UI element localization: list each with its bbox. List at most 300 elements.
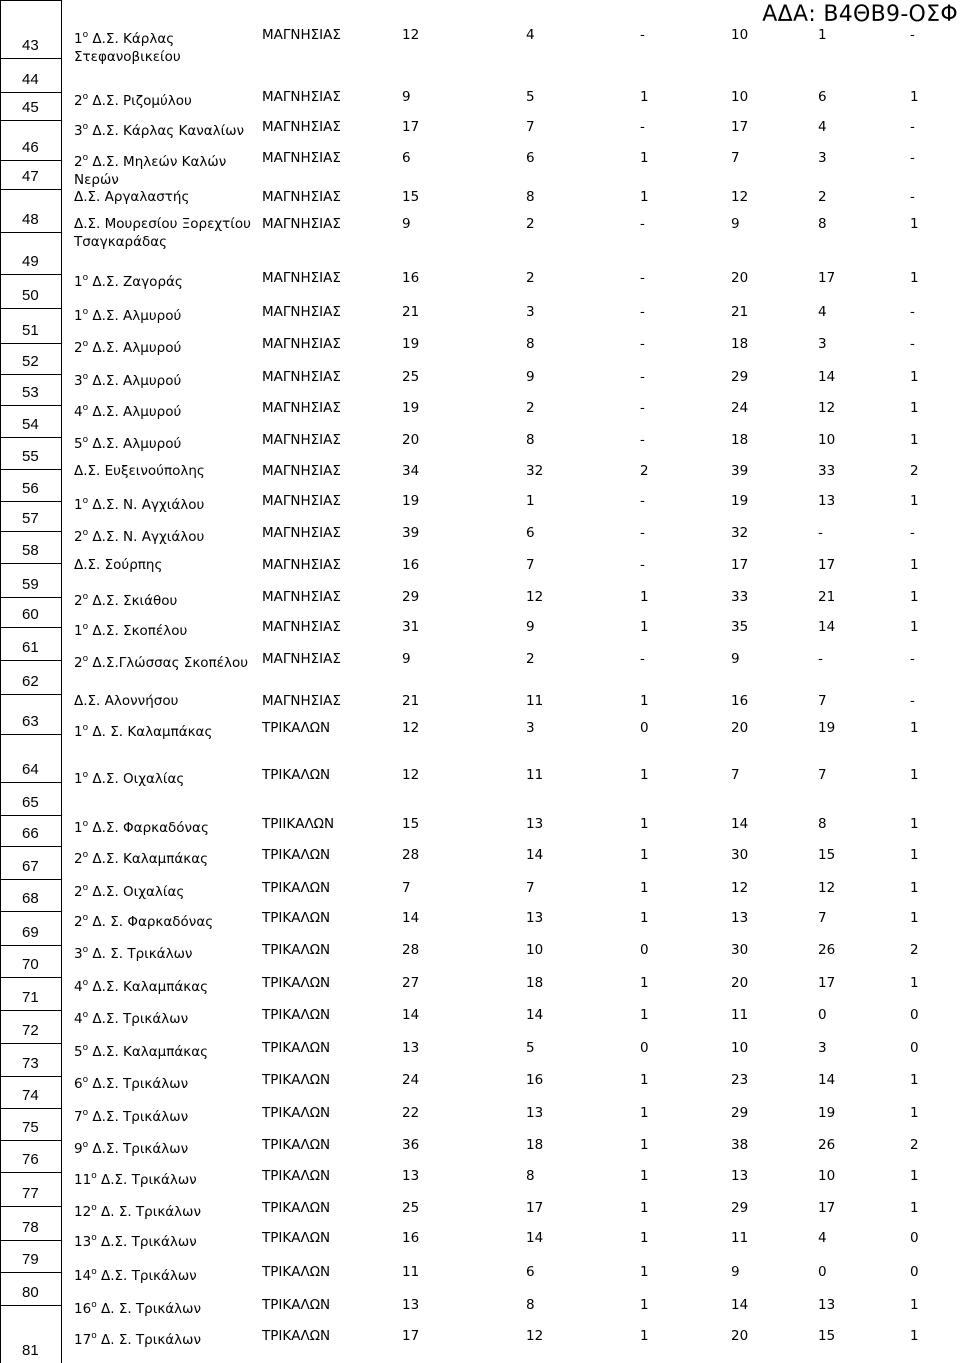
value-cell-5: 17 (818, 270, 836, 286)
value-cell-1: 15 (402, 189, 420, 205)
school-label: Δ.Σ. Τρικάλων (92, 1011, 189, 1027)
ordinal-suffix: ο (82, 622, 89, 632)
value-cell-3: 1 (640, 189, 649, 205)
value-cell-3: 1 (640, 1200, 649, 1216)
school-label: Δ.Σ. Ζαγοράς (92, 274, 183, 290)
school-number: 2 (74, 593, 83, 609)
ordinal-suffix: ο (82, 30, 89, 40)
value-cell-5: 10 (818, 1168, 836, 1184)
value-cell-3: 1 (640, 847, 649, 863)
ordinal-suffix: ο (82, 913, 89, 923)
value-cell-4: 17 (731, 119, 749, 135)
prefecture: ΤΡΙΚΑΛΩΝ (262, 847, 331, 863)
school-name (74, 1327, 259, 1349)
value-cell-2: 8 (526, 1297, 535, 1313)
value-cell-5: 6 (818, 89, 827, 105)
value-cell-4: 38 (731, 1137, 749, 1153)
value-cell-4: 20 (731, 975, 749, 991)
row-number: 50 (1, 274, 61, 308)
school-name (74, 1167, 259, 1189)
school-label: Δ.Σ. Τρικάλων (101, 1172, 197, 1188)
value-cell-2: 13 (526, 1105, 544, 1121)
value-cell-1: 9 (402, 651, 411, 667)
school-label: Δ.Σ. Τρικάλων (92, 1109, 189, 1125)
value-cell-2: 11 (526, 767, 544, 783)
prefecture: ΜΑΓΝΗΣΙΑΣ (262, 400, 341, 416)
value-cell-1: 36 (402, 1137, 420, 1153)
value-cell-4: 13 (731, 1168, 749, 1184)
value-cell-1: 17 (402, 119, 420, 135)
school-label: Δ. Σ. Τρικάλων (101, 1332, 202, 1348)
value-cell-3: 1 (640, 89, 649, 105)
school-name (74, 1296, 259, 1318)
value-cell-4: 11 (731, 1007, 749, 1023)
value-cell-1: 16 (402, 1230, 420, 1246)
row-number: 80 (1, 1272, 61, 1305)
school-number: 3 (74, 946, 83, 962)
school-number: 11 (74, 1172, 92, 1188)
ordinal-suffix: ο (91, 1203, 97, 1213)
school-label: Δ.Σ.Γλώσσας Σκοπέλου (92, 655, 249, 671)
ordinal-suffix: ο (82, 403, 89, 413)
value-cell-2: 14 (526, 1230, 544, 1246)
value-cell-5: 17 (818, 975, 836, 991)
school-number: 3 (74, 123, 83, 139)
value-cell-3: 1 (640, 880, 649, 896)
value-cell-4: 21 (731, 304, 749, 320)
value-cell-6: 1 (910, 493, 919, 509)
school-number: 2 (74, 340, 83, 356)
school-number: 1 (74, 724, 83, 740)
value-cell-1: 6 (402, 150, 411, 166)
value-cell-1: 7 (402, 880, 411, 896)
row-number: 46 (1, 120, 61, 160)
value-cell-3: - (640, 557, 645, 573)
value-cell-1: 14 (402, 1007, 420, 1023)
value-cell-6: - (910, 119, 915, 135)
row-number: 53 (1, 374, 61, 405)
row-number: 52 (1, 343, 61, 374)
value-cell-1: 39 (402, 525, 420, 541)
value-cell-3: 1 (640, 1137, 649, 1153)
value-cell-4: 29 (731, 1105, 749, 1121)
value-cell-2: 14 (526, 847, 544, 863)
value-cell-4: 20 (731, 720, 749, 736)
school-number: 14 (74, 1268, 92, 1284)
prefecture: ΜΑΓΝΗΣΙΑΣ (262, 493, 341, 509)
school-label: Δ.Σ. Τρικάλων (101, 1234, 197, 1250)
value-cell-1: 27 (402, 975, 420, 991)
school-label: Δ.Σ. Φαρκαδόνας (92, 820, 209, 836)
value-cell-5: 7 (818, 693, 827, 709)
value-cell-2: 16 (526, 1072, 544, 1088)
row-number: 81 (1, 1305, 61, 1363)
value-cell-2: 12 (526, 589, 544, 605)
prefecture: ΜΑΓΝΗΣΙΑΣ (262, 119, 341, 135)
prefecture: ΤΡΙΚΑΛΩΝ (262, 1105, 331, 1121)
value-cell-3: 1 (640, 1297, 649, 1313)
value-cell-2: 8 (526, 432, 535, 448)
prefecture: ΤΡΙΚΑΛΩΝ (262, 1137, 331, 1153)
value-cell-3: - (640, 304, 645, 320)
prefecture: ΤΡΙΚΑΛΩΝ (262, 1297, 331, 1313)
ordinal-suffix: ο (82, 592, 89, 602)
value-cell-6: 1 (910, 1168, 919, 1184)
school-name (74, 588, 259, 610)
prefecture: ΜΑΓΝΗΣΙΑΣ (262, 270, 341, 286)
value-cell-3: 1 (640, 693, 649, 709)
value-cell-2: 3 (526, 304, 535, 320)
value-cell-3: 1 (640, 1264, 649, 1280)
value-cell-4: 19 (731, 493, 749, 509)
school-number: 9 (74, 1141, 83, 1157)
value-cell-2: 5 (526, 1040, 535, 1056)
row-number: 72 (1, 1010, 61, 1043)
value-cell-2: 13 (526, 910, 544, 926)
prefecture: ΜΑΓΝΗΣΙΑΣ (262, 89, 341, 105)
school-label: Δ.Σ. Ευξεινούπολης (74, 463, 205, 479)
school-number: 6 (74, 1076, 83, 1092)
value-cell-5: 26 (818, 942, 836, 958)
value-cell-6: - (910, 189, 915, 205)
value-cell-3: 1 (640, 1072, 649, 1088)
school-number: 2 (74, 655, 83, 671)
value-cell-4: 24 (731, 400, 749, 416)
value-cell-5: 0 (818, 1264, 827, 1280)
row-number: 66 (1, 815, 61, 846)
value-cell-3: - (640, 525, 645, 541)
school-name (74, 650, 259, 672)
value-cell-5: 17 (818, 557, 836, 573)
value-cell-6: 1 (910, 1105, 919, 1121)
value-cell-2: 7 (526, 557, 535, 573)
value-cell-4: 7 (731, 150, 740, 166)
value-cell-6: - (910, 693, 915, 709)
school-name (74, 1263, 259, 1285)
value-cell-2: 32 (526, 463, 544, 479)
school-number: 12 (74, 1204, 92, 1220)
value-cell-4: 18 (731, 432, 749, 448)
value-cell-6: - (910, 525, 915, 541)
school-name (74, 492, 259, 514)
school-name (74, 1229, 259, 1251)
school-number: 2 (74, 851, 83, 867)
prefecture: ΤΡΙΚΑΛΩΝ (262, 1264, 331, 1280)
row-number: 45 (1, 92, 61, 120)
school-name (74, 149, 259, 189)
value-cell-2: 6 (526, 525, 535, 541)
school-name (74, 431, 259, 453)
value-cell-5: 7 (818, 767, 827, 783)
value-cell-3: 0 (640, 1040, 649, 1056)
value-cell-5: 4 (818, 304, 827, 320)
value-cell-1: 13 (402, 1168, 420, 1184)
value-cell-1: 16 (402, 270, 420, 286)
value-cell-6: 1 (910, 1072, 919, 1088)
ordinal-suffix: ο (82, 850, 89, 860)
school-name (74, 335, 259, 357)
school-name (74, 188, 259, 206)
school-name (74, 909, 259, 931)
prefecture: ΤΡΙΚΑΛΩΝ (262, 720, 331, 736)
school-number: 1 (74, 31, 83, 47)
value-cell-5: 12 (818, 400, 836, 416)
school-label: Δ.Σ. Αλμυρού (92, 340, 182, 356)
ordinal-suffix: ο (82, 723, 89, 733)
value-cell-4: 12 (731, 189, 749, 205)
value-cell-1: 20 (402, 432, 420, 448)
value-cell-5: 3 (818, 336, 827, 352)
prefecture: ΤΡΙΚΑΛΩΝ (262, 1200, 331, 1216)
row-number: 65 (1, 782, 61, 815)
value-cell-1: 9 (402, 89, 411, 105)
row-number: 49 (1, 232, 61, 274)
school-label: Δ.Σ. Αλμυρού (92, 373, 182, 389)
value-cell-4: 20 (731, 1328, 749, 1344)
value-cell-6: 1 (910, 816, 919, 832)
row-number: 54 (1, 405, 61, 437)
value-cell-2: 6 (526, 1264, 535, 1280)
value-cell-3: 1 (640, 1230, 649, 1246)
value-cell-2: 2 (526, 270, 535, 286)
prefecture: ΜΑΓΝΗΣΙΑΣ (262, 693, 341, 709)
school-name (74, 303, 259, 325)
value-cell-3: 0 (640, 942, 649, 958)
value-cell-5: 3 (818, 150, 827, 166)
ordinal-suffix: ο (82, 1108, 89, 1118)
school-number: 1 (74, 623, 83, 639)
school-number: 1 (74, 497, 83, 513)
school-label: Δ.Σ. Οιχαλίας (92, 771, 185, 787)
value-cell-3: - (640, 493, 645, 509)
value-cell-3: - (640, 336, 645, 352)
school-label: Δ.Σ. Σκιάθου (92, 593, 178, 609)
school-label: Δ.Σ. Αλοννήσου (74, 693, 179, 709)
value-cell-3: - (640, 216, 645, 232)
ordinal-suffix: ο (82, 528, 89, 538)
value-cell-1: 16 (402, 557, 420, 573)
value-cell-6: 1 (910, 270, 919, 286)
value-cell-3: 2 (640, 463, 649, 479)
row-number: 60 (1, 597, 61, 627)
school-name (74, 719, 259, 741)
row-number: 69 (1, 911, 61, 945)
value-cell-1: 11 (402, 1264, 420, 1280)
value-cell-1: 25 (402, 369, 420, 385)
ordinal-suffix: ο (82, 273, 89, 283)
value-cell-3: 1 (640, 150, 649, 166)
school-number: 1 (74, 820, 83, 836)
school-name (74, 556, 259, 574)
school-label: Δ.Σ. Αλμυρού (92, 308, 182, 324)
row-number: 58 (1, 531, 61, 563)
ordinal-suffix: ο (91, 1300, 97, 1310)
value-cell-5: 21 (818, 589, 836, 605)
school-name (74, 1136, 259, 1158)
row-number: 74 (1, 1076, 61, 1108)
value-cell-2: 5 (526, 89, 535, 105)
value-cell-4: 10 (731, 27, 749, 43)
prefecture: ΤΡΙΚΑΛΩΝ (262, 1328, 331, 1344)
school-label: Δ.Σ. Μουρεσίου Ξορεχτίου Τσαγκαράδας (74, 216, 251, 250)
value-cell-6: 1 (910, 432, 919, 448)
school-label: Δ.Σ. Καλαμπάκας (92, 1044, 209, 1060)
value-cell-4: 33 (731, 589, 749, 605)
value-cell-5: 15 (818, 847, 836, 863)
ordinal-suffix: ο (82, 372, 89, 382)
school-label: Δ.Σ. Ν. Αγχιάλου (92, 529, 205, 545)
value-cell-2: 2 (526, 651, 535, 667)
ordinal-suffix: ο (82, 435, 89, 445)
prefecture: ΜΑΓΝΗΣΙΑΣ (262, 369, 341, 385)
school-name (74, 1071, 259, 1093)
school-name (74, 941, 259, 963)
school-label: Δ.Σ. Αλμυρού (92, 404, 182, 420)
value-cell-5: 17 (818, 1200, 836, 1216)
value-cell-6: 1 (910, 89, 919, 105)
value-cell-2: 3 (526, 720, 535, 736)
value-cell-3: 1 (640, 1328, 649, 1344)
value-cell-4: 13 (731, 910, 749, 926)
ordinal-suffix: ο (82, 978, 89, 988)
value-cell-2: 2 (526, 216, 535, 232)
value-cell-6: 1 (910, 619, 919, 635)
school-label: Δ.Σ. Καλαμπάκας (92, 851, 209, 867)
value-cell-2: 13 (526, 816, 544, 832)
value-cell-2: 4 (526, 27, 535, 43)
value-cell-1: 12 (402, 767, 420, 783)
value-cell-6: 0 (910, 1264, 919, 1280)
school-number: 5 (74, 1044, 83, 1060)
row-number: 67 (1, 846, 61, 879)
value-cell-4: 14 (731, 1297, 749, 1313)
ordinal-suffix: ο (91, 1233, 97, 1243)
value-cell-2: 7 (526, 880, 535, 896)
value-cell-6: - (910, 304, 915, 320)
value-cell-2: 17 (526, 1200, 544, 1216)
school-number: 7 (74, 1109, 83, 1125)
ordinal-suffix: ο (91, 1171, 97, 1181)
row-number: 63 (1, 694, 61, 734)
value-cell-6: 1 (910, 400, 919, 416)
value-cell-3: - (640, 369, 645, 385)
value-cell-4: 20 (731, 270, 749, 286)
prefecture: ΤΡΙΚΑΛΩΝ (262, 1007, 331, 1023)
value-cell-4: 32 (731, 525, 749, 541)
row-number: 48 (1, 189, 61, 232)
value-cell-4: 18 (731, 336, 749, 352)
school-label: Δ. Σ. Καλαμπάκας (92, 724, 213, 740)
value-cell-5: 8 (818, 816, 827, 832)
ordinal-suffix: ο (82, 770, 89, 780)
prefecture: ΜΑΓΝΗΣΙΑΣ (262, 27, 341, 43)
ordinal-suffix: ο (82, 496, 89, 506)
school-name (74, 974, 259, 996)
value-cell-4: 10 (731, 89, 749, 105)
value-cell-3: 1 (640, 589, 649, 605)
school-name (74, 846, 259, 868)
value-cell-6: 2 (910, 463, 919, 479)
prefecture: ΜΑΓΝΗΣΙΑΣ (262, 336, 341, 352)
value-cell-1: 25 (402, 1200, 420, 1216)
school-name (74, 88, 259, 110)
school-number: 2 (74, 884, 83, 900)
value-cell-2: 8 (526, 189, 535, 205)
value-cell-2: 9 (526, 619, 535, 635)
value-cell-1: 12 (402, 27, 420, 43)
ordinal-suffix: ο (82, 819, 89, 829)
value-cell-3: 1 (640, 1168, 649, 1184)
value-cell-6: 1 (910, 720, 919, 736)
school-name (74, 692, 259, 710)
school-label: Δ.Σ. Σούρπης (74, 557, 163, 573)
value-cell-6: - (910, 27, 915, 43)
value-cell-3: - (640, 651, 645, 667)
value-cell-6: 1 (910, 975, 919, 991)
value-cell-6: 1 (910, 1297, 919, 1313)
value-cell-1: 31 (402, 619, 420, 635)
value-cell-6: 1 (910, 216, 919, 232)
ordinal-suffix: ο (82, 883, 89, 893)
school-name (74, 118, 259, 140)
value-cell-1: 19 (402, 336, 420, 352)
value-cell-5: 19 (818, 720, 836, 736)
prefecture: ΜΑΓΝΗΣΙΑΣ (262, 619, 341, 635)
value-cell-2: 11 (526, 693, 544, 709)
prefecture: ΜΑΓΝΗΣΙΑΣ (262, 589, 341, 605)
value-cell-5: 19 (818, 1105, 836, 1121)
ada-stamp: ΑΔΑ: Β4ΘΒ9-ΟΣΦ (762, 2, 958, 27)
value-cell-6: 1 (910, 589, 919, 605)
row-number: 78 (1, 1206, 61, 1240)
prefecture: ΜΑΓΝΗΣΙΑΣ (262, 216, 341, 232)
prefecture: ΜΑΓΝΗΣΙΑΣ (262, 304, 341, 320)
value-cell-3: - (640, 27, 645, 43)
school-label: Δ.Σ. Τρικάλων (92, 1076, 189, 1092)
value-cell-4: 39 (731, 463, 749, 479)
ordinal-suffix: ο (82, 122, 89, 132)
row-number: 68 (1, 879, 61, 911)
value-cell-1: 14 (402, 910, 420, 926)
school-number: 2 (74, 154, 83, 170)
value-cell-6: 1 (910, 1200, 919, 1216)
prefecture: ΤΡΙΚΑΛΩΝ (262, 880, 331, 896)
value-cell-2: 1 (526, 493, 535, 509)
school-number: 17 (74, 1332, 92, 1348)
school-name (74, 1039, 259, 1061)
school-number: 2 (74, 529, 83, 545)
value-cell-2: 2 (526, 400, 535, 416)
school-label: Δ.Σ. Καλαμπάκας (92, 979, 209, 995)
prefecture: ΤΡΙΚΑΛΩΝ (262, 910, 331, 926)
row-number: 56 (1, 469, 61, 501)
school-number: 1 (74, 308, 83, 324)
school-number: 13 (74, 1234, 92, 1250)
value-cell-1: 15 (402, 816, 420, 832)
row-number: 75 (1, 1108, 61, 1140)
value-cell-3: 1 (640, 1007, 649, 1023)
value-cell-3: 1 (640, 619, 649, 635)
value-cell-5: 15 (818, 1328, 836, 1344)
value-cell-5: 3 (818, 1040, 827, 1056)
value-cell-5: 1 (818, 27, 827, 43)
school-name (74, 524, 259, 546)
prefecture: ΜΑΓΝΗΣΙΑΣ (262, 189, 341, 205)
row-number: 44 (1, 58, 61, 92)
value-cell-1: 22 (402, 1105, 420, 1121)
school-name (74, 815, 259, 837)
school-label: Δ.Σ. Κάρλας Στεφανοβικείου (74, 31, 181, 65)
